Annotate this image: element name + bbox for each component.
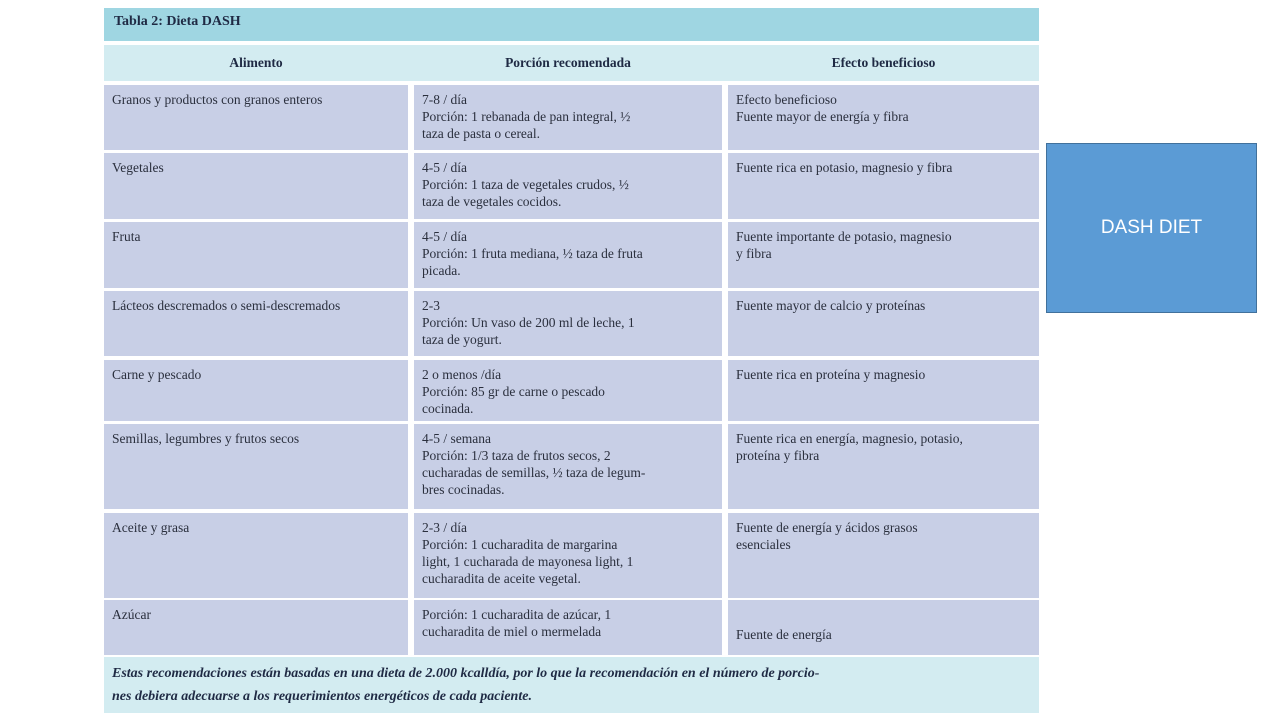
table-row-granos xyxy=(104,85,1039,150)
cell-porcion: 4-5 / semana Porción: 1/3 taza de frutos secos, 2 cucharadas de semillas, ½ taza de legum- bres cocinadas. xyxy=(414,424,722,509)
cell-porcion: Porción: 1 cucharadita de azúcar, 1 cucharadita de miel o mermelada xyxy=(414,600,722,655)
table-row-fruta xyxy=(104,222,1039,288)
table-row-aceite xyxy=(104,513,1039,598)
cell-alimento: Azúcar xyxy=(104,600,408,655)
cell-alimento: Aceite y grasa xyxy=(104,513,408,598)
header-efecto: Efecto beneficioso xyxy=(831,55,936,70)
cell-porcion: 4-5 / día Porción: 1 taza de vegetales crudos, ½ taza de vegetales cocidos. xyxy=(414,153,722,219)
cell-efecto: Fuente mayor de calcio y proteínas xyxy=(728,291,1039,356)
cell-alimento: Granos y productos con granos enteros xyxy=(104,85,408,150)
cell-alimento: Carne y pescado xyxy=(104,360,408,421)
cell-alimento: Lácteos descremados o semi-descremados xyxy=(104,291,408,356)
cell-efecto: Fuente rica en proteína y magnesio xyxy=(728,360,1039,421)
table-title: Tabla 2: Dieta DASH xyxy=(104,8,1039,41)
table-row-azucar xyxy=(104,600,1039,655)
table-row-vegetales xyxy=(104,153,1039,219)
cell-porcion: 2-3 / día Porción: 1 cucharadita de margarina light, 1 cucharada de mayonesa light, 1 cucharadita de aceite vegetal. xyxy=(414,513,722,598)
table-row-lacteos xyxy=(104,291,1039,356)
cell-efecto-text: Fuente de energía xyxy=(736,627,832,642)
table-row-semillas xyxy=(104,424,1039,509)
table-footnote: Estas recomendaciones están basadas en una dieta de 2.000 kcalldía, por lo que la recomendación en el número de porcio- nes debiera adecuarse a los requerimientos energéticos de cada paciente. xyxy=(104,657,1039,713)
cell-efecto: Fuente de energía y ácidos grasos esenciales xyxy=(728,513,1039,598)
header-alimento: Alimento xyxy=(229,55,283,70)
cell-alimento: Vegetales xyxy=(104,153,408,219)
cell-porcion: 2 o menos /día Porción: 85 gr de carne o pescado cocinada. xyxy=(414,360,722,421)
cell-porcion: 4-5 / día Porción: 1 fruta mediana, ½ taza de fruta picada. xyxy=(414,222,722,288)
cell-alimento: Fruta xyxy=(104,222,408,288)
cell-efecto: Fuente rica en potasio, magnesio y fibra xyxy=(728,153,1039,219)
cell-efecto: Fuente importante de potasio, magnesio y fibra xyxy=(728,222,1039,288)
dash-diet-label-box xyxy=(1046,143,1257,313)
cell-porcion: 2-3 Porción: Un vaso de 200 ml de leche, 1 taza de yogurt. xyxy=(414,291,722,356)
table-header-row xyxy=(104,45,1039,81)
table-row-carne xyxy=(104,360,1039,421)
cell-efecto: Fuente rica en energía, magnesio, potasio, proteína y fibra xyxy=(728,424,1039,509)
dash-diet-table xyxy=(104,8,1039,714)
cell-efecto xyxy=(728,600,1039,655)
dash-diet-label: DASH DIET xyxy=(1100,217,1203,238)
cell-efecto: Efecto beneficioso Fuente mayor de energía y fibra xyxy=(728,85,1039,150)
header-porcion: Porción recomendada xyxy=(505,55,631,70)
cell-alimento: Semillas, legumbres y frutos secos xyxy=(104,424,408,509)
cell-porcion: 7-8 / día Porción: 1 rebanada de pan integral, ½ taza de pasta o cereal. xyxy=(414,85,722,150)
